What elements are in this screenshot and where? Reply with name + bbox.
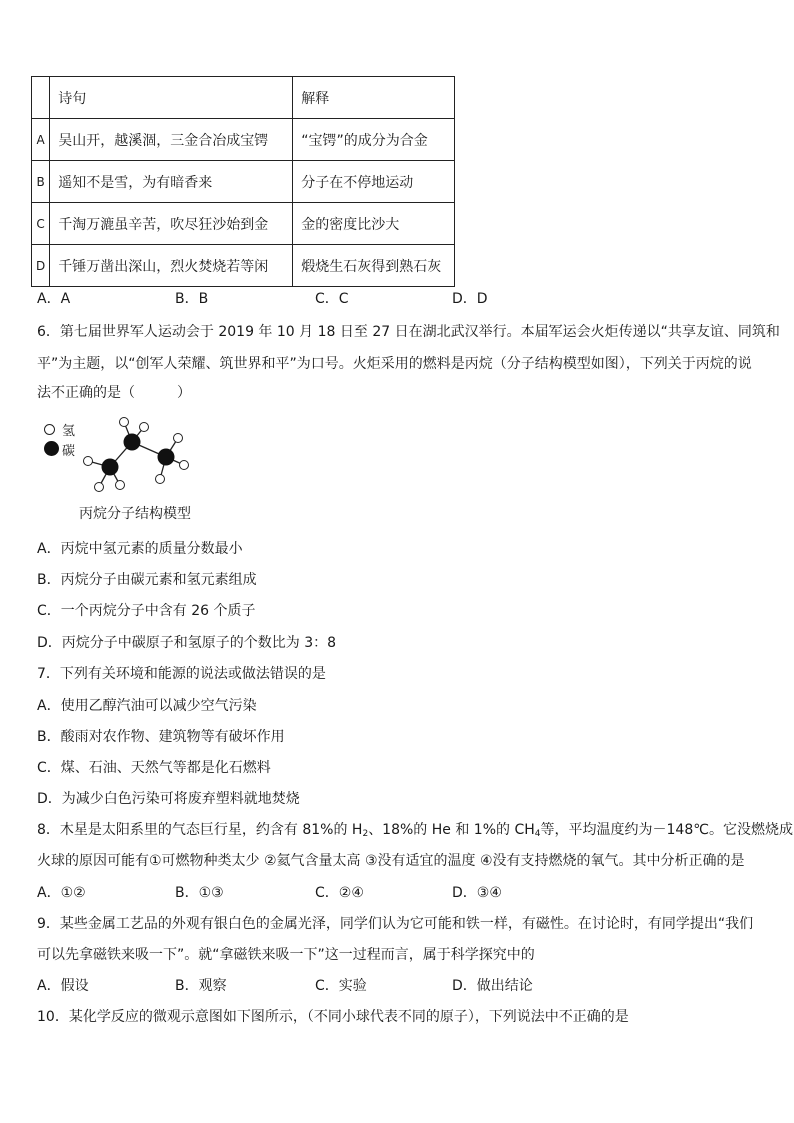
table-header-cell: 诗句 (50, 77, 293, 119)
q6-option-c: C．一个丙烷分子中含有 26 个质子 (37, 603, 256, 619)
table-row (32, 203, 455, 245)
table-cell: 遥知不是雪，为有暗香来 (50, 161, 293, 203)
table-cell: 分子在不停地运动 (293, 161, 455, 203)
hydrogen-atom-icon (44, 424, 55, 435)
q7-option-c: C．煤、石油、天然气等都是化石燃料 (37, 760, 271, 776)
hydrogen-atom (84, 457, 93, 466)
q7-option-b: B．酸雨对农作物、建筑物等有破坏作用 (37, 729, 285, 745)
table-cell: A (32, 119, 50, 161)
hydrogen-atom (174, 434, 183, 443)
option-c: C．C (315, 291, 349, 307)
propane-molecule-model (80, 412, 190, 496)
q6-option-d: D．丙烷分子中碳原子和氢原子的个数比为 3：8 (37, 635, 337, 651)
option-d: D．D (452, 291, 488, 307)
q7-option-d: D．为减少白色污染可将废弃塑料就地焚烧 (37, 791, 300, 807)
carbon-atom-icon (44, 441, 59, 456)
q5-options (37, 290, 737, 308)
table-cell: “宝锷”的成分为合金 (293, 119, 455, 161)
table-cell: 煅烧生石灰得到熟石灰 (293, 245, 455, 287)
hydrogen-atom (120, 418, 129, 427)
option-a: A．①② (37, 885, 86, 901)
q6-stem-line: 6．第七届世界军人运动会于 2019 年 10 月 18 日至 27 日在湖北武汉举行。本届军运会火炬传递以“共享友谊、同筑和 (37, 324, 780, 340)
table-cell: 千淘万漉虽辛苦，吹尽狂沙始到金 (50, 203, 293, 245)
exam-page: 诗句 解释 A 吴山开，越溪涸，三金合冶成宝锷 “宝锷”的成分为合金 B 遥知不是雪，为有暗香来 分子在不停地运动 C 千淘万漉虽辛苦，吹尽狂沙始到金 金的密度比沙大 D 千锤万凿出深山，烈火焚烧若等闲 煅烧生石灰得到熟石灰 A．A B．B C．C D．D 6．第七届世界军人运动会于 2019 年 10 月 18 日至 27 日在湖北武汉举行。本届军运会火炬传递以“共享友谊、同筑和 平”为主题，以“创军人荣耀、筑世界和平”为口号。火炬采用的燃料是丙烷（分子结构模型如图），下列关于丙烷的说 法不正确的是（ ） 氢 碳 丙烷分子结构模型 A．丙烷中氢元素的质量分数最小 B．丙烷分子由碳元素和氢元素组成 C．一个丙烷分子中含有 26 个质子 D．丙烷分子中碳原子和氢原子的个数比为 3：8 7．下列有关环境和能源的说法或做法错误的是 A．使用乙醇汽油可以减少空气污染 B．酸雨对农作物、建筑物等有破坏作用 C．煤、石油、天然气等都是化石燃料 D．为减少白色污染可将废弃塑料就地焚烧 8．木星是太阳系里的气态巨行星，约含有 81%的 $H_2$、18%的 He 和 1%的 $CH_4$等，平均温度约为－148℃。它没燃烧成 火球的原因可能有①可燃物种类太少 ②氦气含量太高 ③没有适宜的温度 ④没有支持燃烧的氧气。其中分析正确的是 A．①② B．①③ C．②④ D．③④ 9．某些金属工艺品的外观有银白色的金属光泽，同学们认为它可能和铁一样，有磁性。在讨论时，有同学提出“我们 可以先拿磁铁来吸一下”。就“拿磁铁来吸一下”这一过程而言，属于科学探究中的 A．假设 B．观察 C．实验 D．做出结论 10．某化学反应的微观示意图如下图所示，（不同小球代表不同的原子），下列说法中不正确的是 (0, 0, 794, 1123)
table-header-cell: 解释 (293, 77, 455, 119)
q8-stem-line: 8．木星是太阳系里的气态巨行星，约含有 81%的 $H_2$、18%的 He 和 1%的 $CH_4$等，平均温度约为－148℃。它没燃烧成 (37, 822, 793, 839)
molecule-caption: 丙烷分子结构模型 (79, 506, 191, 522)
carbon-atom (102, 459, 119, 476)
q6-option-a: A．丙烷中氢元素的质量分数最小 (37, 541, 243, 557)
q8-options (37, 884, 737, 902)
option-a: A．A (37, 291, 71, 307)
table-cell: 吴山开，越溪涸，三金合冶成宝锷 (50, 119, 293, 161)
option-d: D．③④ (452, 885, 502, 901)
hydrogen-atom (140, 423, 149, 432)
carbon-atom (158, 449, 175, 466)
q7-option-a: A．使用乙醇汽油可以减少空气污染 (37, 698, 257, 714)
option-b: B．①③ (175, 885, 224, 901)
q10-stem: 10．某化学反应的微观示意图如下图所示，（不同小球代表不同的原子），下列说法中不正确的是 (37, 1009, 629, 1025)
q9-stem-line: 可以先拿磁铁来吸一下”。就“拿磁铁来吸一下”这一过程而言，属于科学探究中的 (37, 947, 535, 963)
table-cell: B (32, 161, 50, 203)
q9-stem-line: 9．某些金属工艺品的外观有银白色的金属光泽，同学们认为它可能和铁一样，有磁性。在讨论时，有同学提出“我们 (37, 916, 754, 932)
option-c: C．实验 (315, 978, 367, 994)
hydrogen-atom (156, 475, 165, 484)
table-row (32, 119, 455, 161)
option-d: D．做出结论 (452, 978, 533, 994)
table-row (32, 161, 455, 203)
hydrogen-atom (116, 481, 125, 490)
option-a: A．假设 (37, 978, 89, 994)
table-header-row (32, 77, 455, 119)
table-row (32, 245, 455, 287)
poem-table (31, 76, 455, 287)
q6-stem-line: 法不正确的是（ ） (37, 385, 191, 401)
carbon-atom (124, 434, 141, 451)
q8-stem-line: 火球的原因可能有①可燃物种类太少 ②氦气含量太高 ③没有适宜的温度 ④没有支持燃烧的氧气。其中分析正确的是 (37, 853, 745, 869)
table-cell: D (32, 245, 50, 287)
hydrogen-atom (95, 483, 104, 492)
q7-stem: 7．下列有关环境和能源的说法或做法错误的是 (37, 666, 326, 682)
q6-option-b: B．丙烷分子由碳元素和氢元素组成 (37, 572, 257, 588)
table-header-cell (32, 77, 50, 119)
hydrogen-atom (180, 461, 189, 470)
option-c: C．②④ (315, 885, 364, 901)
option-b: B．观察 (175, 978, 227, 994)
table-cell: 金的密度比沙大 (293, 203, 455, 245)
q9-options (37, 977, 737, 995)
table-cell: C (32, 203, 50, 245)
q6-stem-line: 平”为主题，以“创军人荣耀、筑世界和平”为口号。火炬采用的燃料是丙烷（分子结构模型如图），下列关于丙烷的说 (37, 356, 752, 372)
table-cell: 千锤万凿出深山，烈火焚烧若等闲 (50, 245, 293, 287)
option-b: B．B (175, 291, 209, 307)
